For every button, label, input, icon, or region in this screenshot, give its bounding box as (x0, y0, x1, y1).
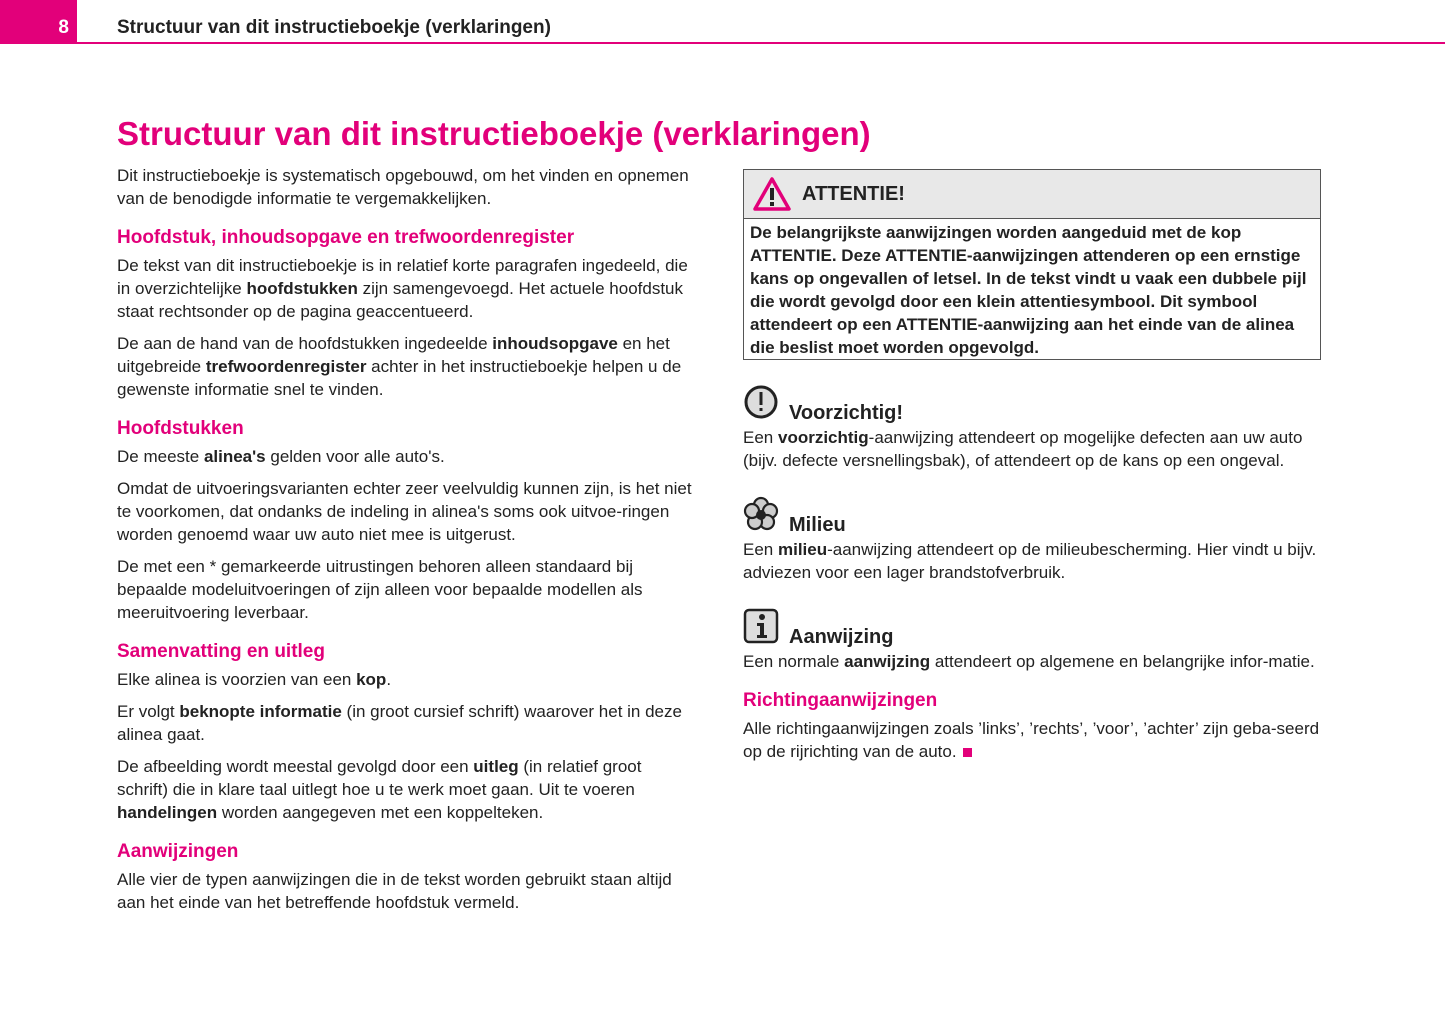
text: Elke alinea is voorzien van een (117, 670, 357, 689)
warning-box (743, 169, 1321, 360)
section-paragraph (117, 332, 697, 401)
left-column (117, 164, 697, 923)
header-rule (0, 42, 1445, 44)
section-paragraph (117, 254, 697, 323)
section-paragraph (117, 755, 697, 824)
right-column (743, 169, 1321, 772)
directions-text-body (743, 719, 1319, 761)
environment-label: Milieu (789, 514, 846, 536)
section-paragraph (117, 555, 697, 624)
intro-paragraph (117, 164, 697, 210)
text: Dit instructieboekje is systematisch opgebouwd, om het vinden en opnemen van de benodigde informatie te vergemakkelijken. (117, 166, 689, 208)
running-title: Structuur van dit instructieboekje (verklaringen) (117, 17, 551, 38)
section-paragraph (117, 445, 697, 468)
text: Er volgt (117, 702, 180, 721)
text: Alle richtingaanwijzingen zoals ’links’, ’rechts’, ’voor’, ’achter’ zijn geba-seerd op de rijrichting van de auto. (743, 719, 1320, 761)
text: De aan de hand van de hoofdstukken ingedeelde (117, 334, 493, 353)
text: Een (743, 540, 778, 559)
info-text (743, 650, 1321, 673)
section-paragraph (117, 477, 697, 546)
end-of-section-mark (963, 748, 972, 757)
bold-text: alinea's (203, 447, 266, 466)
section-paragraph (117, 700, 697, 746)
info-icon (743, 608, 779, 644)
text: De afbeelding wordt meestal gevolgd door een (117, 757, 474, 776)
text: attendeert op algemene en belangrijke infor-matie. (930, 652, 1315, 671)
text: gelden voor alle auto's. (265, 447, 445, 466)
text: De tekst van dit instructieboekje is in relatief korte paragrafen ingedeeld, die in overzichtelijke (117, 256, 688, 298)
caution-label: Voorzichtig! (789, 402, 904, 424)
environment-text (743, 538, 1321, 584)
bold-text: voorzichtig (777, 428, 869, 447)
warning-label: ATTENTIE! (802, 182, 905, 205)
text: De met een * gemarkeerde uitrustingen behoren alleen standaard bij bepaalde modeluitvoeringen of zijn alleen voor bepaalde modellen als meeruitvoering leverbaar. (117, 557, 643, 622)
bold-text: trefwoordenregister (205, 357, 367, 376)
section-heading: Hoofdstukken (117, 418, 244, 439)
caution-text (743, 426, 1321, 472)
text: De meeste (117, 447, 204, 466)
bold-text: handelingen (117, 803, 218, 822)
bold-text: uitleg (473, 757, 519, 776)
bold-text: aanwijzing (844, 652, 931, 671)
page-number-tab (0, 0, 77, 44)
section-paragraph (117, 668, 697, 691)
text: Alle vier de typen aanwijzingen die in de tekst worden gebruikt staan altijd aan het einde van het betreffende hoofdstuk vermeld. (117, 870, 672, 912)
text: Een normale (743, 652, 845, 671)
warning-text: De belangrijkste aanwijzingen worden aangeduid met de kop ATTENTIE. Deze ATTENTIE-aanwijzingen attenderen op een ernstige kans op ongevallen of letsel. In de tekst vindt u vaak een dubbele pijl die wordt gevolgd door een klein attentiesymbool. Dit symbool attendeert op een ATTENTIE-aanwijzing aan het einde van de alinea die beslist moet worden opgevolgd. (750, 223, 1307, 357)
bold-text: hoofdstukken (246, 279, 358, 298)
text: . (386, 670, 392, 689)
flower-icon (743, 496, 779, 532)
text: zijn samengevoegd. Het actuele hoofdstuk staat rechtsonder op de pagina geaccentueerd. (117, 279, 683, 321)
section-heading: Samenvatting en uitleg (117, 641, 325, 662)
page-title: Structuur van dit instructieboekje (verklaringen) (117, 115, 871, 152)
text: (in groot cursief schrift) waarover het in deze alinea gaat. (117, 702, 682, 744)
section-heading: Aanwijzingen (117, 841, 239, 862)
bold-text: milieu (777, 540, 828, 559)
section-paragraph (117, 868, 697, 914)
info-note (743, 608, 1321, 673)
text: worden aangegeven met een koppelteken. (217, 803, 544, 822)
bold-text: beknopte informatie (179, 702, 342, 721)
page-number: 8 (58, 17, 69, 38)
text: en het uitgebreide (117, 334, 670, 376)
caution-icon (743, 384, 779, 420)
text: -aanwijzing attendeert op mogelijke defecten aan uw auto (bijv. defecte versnellingsbak), of attendeert op de kans op een ongeval. (743, 428, 1303, 470)
text: Een (743, 428, 778, 447)
info-label: Aanwijzing (789, 626, 894, 648)
text: -aanwijzing attendeert op de milieubescherming. Hier vindt u bijv. adviezen voor een lager brandstofverbruik. (743, 540, 1317, 582)
text: Omdat de uitvoeringsvarianten echter zeer veelvuldig kunnen zijn, is het niet te voorkomen, dat ondanks de indeling in alinea's soms ook uitvoe-ringen worden genoemd waar uw auto niet mee is uitgerust. (117, 479, 692, 544)
text: achter in het instructieboekje helpen u de gewenste informatie snel te vinden. (117, 357, 682, 399)
directions-heading: Richtingaanwijzingen (743, 690, 938, 711)
directions-text (743, 717, 1321, 763)
environment-note (743, 496, 1321, 584)
caution-note (743, 384, 1321, 472)
section-heading: Hoofdstuk, inhoudsopgave en trefwoordenregister (117, 227, 575, 248)
warning-triangle-icon (752, 176, 792, 212)
bold-text: kop (356, 670, 387, 689)
text: (in relatief groot schrift) die in klare taal uitlegt hoe u te werk moet gaan. Uit te voeren (117, 757, 642, 799)
bold-text: inhoudsopgave (492, 334, 618, 353)
